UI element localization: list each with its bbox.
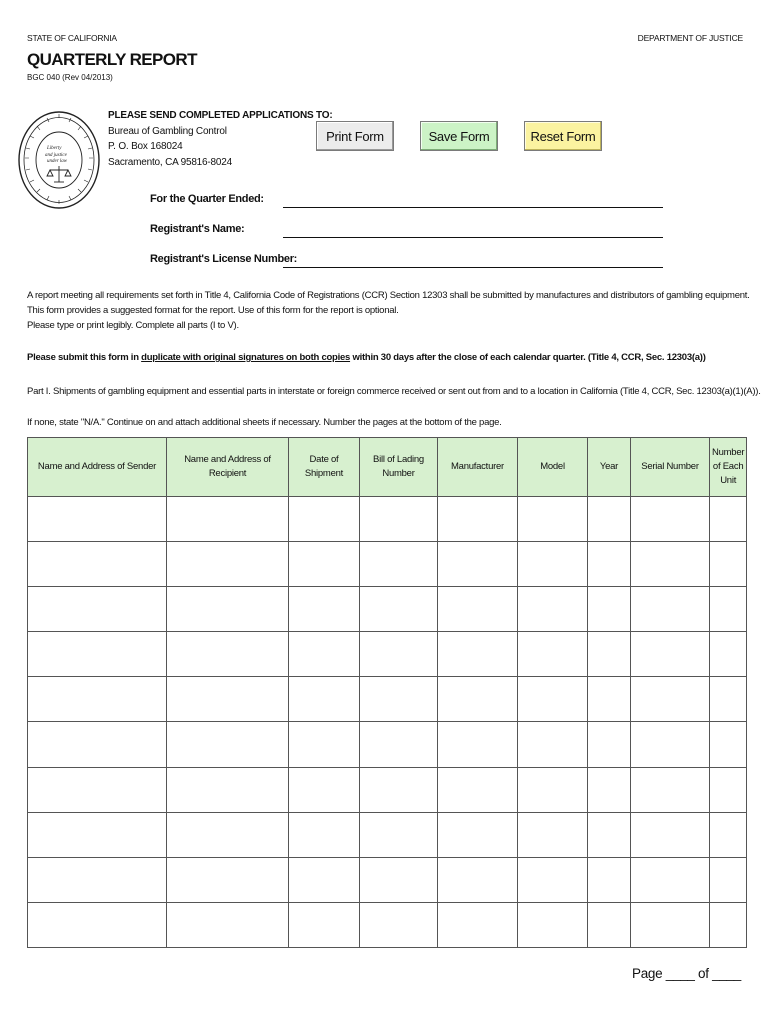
table-body [28, 497, 747, 948]
table-cell-input[interactable] [631, 767, 710, 812]
table-cell-input[interactable] [167, 542, 289, 587]
table-cell-input[interactable] [289, 587, 360, 632]
table-cell-input[interactable] [438, 632, 518, 677]
table-cell-input[interactable] [167, 767, 289, 812]
table-cell-input[interactable] [518, 812, 588, 857]
table-cell-input[interactable] [588, 902, 631, 947]
table-header-row [28, 438, 747, 497]
submission-notice [27, 350, 706, 366]
mailing-line: P. O. Box 168024 [108, 141, 183, 152]
table-cell-input[interactable] [710, 632, 747, 677]
seal-motto-2: and justice [45, 153, 67, 158]
submission-text: Please submit this form in [27, 352, 142, 363]
table-cell-input[interactable] [28, 767, 167, 812]
table-cell-input[interactable] [518, 677, 588, 722]
table-cell-input[interactable] [289, 497, 360, 542]
table-row [28, 677, 747, 722]
table-cell-input[interactable] [710, 722, 747, 767]
table-cell-input[interactable] [588, 542, 631, 587]
table-row [28, 812, 747, 857]
form-code: BGC 040 (Rev 04/2013) [27, 73, 113, 82]
table-cell-input[interactable] [289, 857, 360, 902]
table-cell-input[interactable] [360, 542, 438, 587]
page-title: QUARTERLY REPORT [27, 50, 197, 69]
table-cell-input[interactable] [28, 542, 167, 587]
shipments-table [27, 437, 747, 948]
table-cell-input[interactable] [167, 587, 289, 632]
table-row [28, 722, 747, 767]
mailing-line: Sacramento, CA 95816-8024 [108, 156, 232, 168]
table-cell-input[interactable] [360, 902, 438, 947]
column-header-manufacturer: Manufacturer [438, 438, 518, 497]
table-cell-input[interactable] [710, 587, 747, 632]
table-cell-input[interactable] [438, 812, 518, 857]
table-cell-input[interactable] [167, 632, 289, 677]
table-cell-input[interactable] [360, 857, 438, 902]
table-cell-input[interactable] [588, 497, 631, 542]
table-cell-input[interactable] [518, 497, 588, 542]
column-header-model: Model [518, 438, 588, 497]
table-cell-input[interactable] [289, 677, 360, 722]
table-row [28, 542, 747, 587]
table-cell-input[interactable] [289, 812, 360, 857]
submission-text: within 30 days after the close of each calendar quarter. (Title 4, CCR, Sec. 12303(a)) [350, 352, 706, 363]
table-cell-input[interactable] [167, 812, 289, 857]
if-none-note: If none, state "N/A." Continue on and attach additional sheets if necessary. Number the pages at the bottom of the page. [27, 417, 502, 428]
table-cell-input[interactable] [360, 677, 438, 722]
mailing-line: Bureau of Gambling Control [108, 125, 227, 137]
table-cell-input[interactable] [167, 857, 289, 902]
table-cell-input[interactable] [631, 902, 710, 947]
table-cell-input[interactable] [28, 902, 167, 947]
column-header-serial: Serial Number [631, 438, 710, 497]
table-cell-input[interactable] [710, 677, 747, 722]
table-cell-input[interactable] [518, 722, 588, 767]
table-row [28, 767, 747, 812]
table-cell-input[interactable] [631, 722, 710, 767]
table-cell-input[interactable] [28, 497, 167, 542]
state-seal-icon [16, 108, 102, 212]
table-row [28, 857, 747, 902]
table-cell-input[interactable] [710, 542, 747, 587]
table-cell-input[interactable] [360, 587, 438, 632]
table-cell-input[interactable] [438, 542, 518, 587]
registrant-name-field[interactable] [283, 224, 663, 238]
seal-motto-1: Liberty [47, 146, 62, 151]
table-cell-input[interactable] [518, 902, 588, 947]
instruction-line: A report meeting all requirements set forth in Title 4, California Code of Registrations (CCR) Section 12303 shall be submitted by manufactures and distributors of gambling equipment. [27, 290, 750, 301]
table-cell-input[interactable] [631, 542, 710, 587]
column-header-recipient: Name and Address of Recipient [167, 438, 289, 497]
license-number-label: Registrant's License Number: [150, 253, 298, 265]
table-cell-input[interactable] [588, 632, 631, 677]
table-cell-input[interactable] [438, 587, 518, 632]
table-cell-input[interactable] [588, 587, 631, 632]
table-cell-input[interactable] [28, 857, 167, 902]
table-cell-input[interactable] [28, 812, 167, 857]
table-cell-input[interactable] [360, 767, 438, 812]
instruction-line: Please type or print legibly. Complete all parts (I to V). [27, 320, 239, 331]
table-cell-input[interactable] [588, 812, 631, 857]
column-header-sender: Name and Address of Sender [28, 438, 167, 497]
table-cell-input[interactable] [518, 542, 588, 587]
submission-emphasis: duplicate with original signatures on both copies [141, 352, 351, 363]
table-cell-input[interactable] [438, 497, 518, 542]
table-cell-input[interactable] [438, 857, 518, 902]
column-header-date: Date of Shipment [289, 438, 360, 497]
table-cell-input[interactable] [438, 902, 518, 947]
table-cell-input[interactable] [289, 767, 360, 812]
seal-motto-3: under law [47, 159, 68, 164]
table-cell-input[interactable] [28, 677, 167, 722]
part-one-heading: Part I. Shipments of gambling equipment and essential parts in interstate or foreign commerce received or sent out from and to a location in California (Title 4, CCR, Sec. 12303(a)(1)(A)). [27, 386, 761, 397]
table-cell-input[interactable] [710, 497, 747, 542]
table-cell-input[interactable] [631, 857, 710, 902]
table-cell-input[interactable] [631, 677, 710, 722]
table-cell-input[interactable] [360, 812, 438, 857]
table-cell-input[interactable] [289, 722, 360, 767]
table-cell-input[interactable] [710, 767, 747, 812]
table-cell-input[interactable] [289, 632, 360, 677]
state-label: STATE OF CALIFORNIA [27, 33, 117, 43]
table-cell-input[interactable] [167, 722, 289, 767]
print-form-button[interactable]: Print Form [316, 121, 394, 151]
table-cell-input[interactable] [631, 632, 710, 677]
table-cell-input[interactable] [167, 677, 289, 722]
table-cell-input[interactable] [518, 767, 588, 812]
quarter-ended-label: For the Quarter Ended: [150, 193, 264, 205]
table-cell-input[interactable] [289, 902, 360, 947]
table-row [28, 902, 747, 947]
table-cell-input[interactable] [518, 587, 588, 632]
table-cell-input[interactable] [360, 497, 438, 542]
column-header-bill-of-lading: Bill of Lading Number [360, 438, 438, 497]
page-number: Page ____ of ____ [632, 966, 742, 981]
table-row [28, 632, 747, 677]
table-row [28, 587, 747, 632]
department-label: DEPARTMENT OF JUSTICE [637, 33, 743, 43]
mailing-heading: PLEASE SEND COMPLETED APPLICATIONS TO: [108, 110, 333, 121]
mailing-address [108, 108, 332, 170]
table-cell-input[interactable] [710, 857, 747, 902]
table-cell-input[interactable] [588, 857, 631, 902]
table-cell-input[interactable] [438, 767, 518, 812]
column-header-year: Year [588, 438, 631, 497]
table-cell-input[interactable] [710, 902, 747, 947]
save-form-button[interactable]: Save Form [420, 121, 498, 151]
table-cell-input[interactable] [28, 722, 167, 767]
table-cell-input[interactable] [588, 722, 631, 767]
table-cell-input[interactable] [289, 542, 360, 587]
license-number-field[interactable] [283, 254, 663, 268]
quarter-ended-field[interactable] [283, 194, 663, 208]
table-cell-input[interactable] [631, 587, 710, 632]
table-cell-input[interactable] [360, 722, 438, 767]
table-cell-input[interactable] [588, 767, 631, 812]
table-cell-input[interactable] [588, 677, 631, 722]
table-cell-input[interactable] [518, 632, 588, 677]
table-cell-input[interactable] [28, 632, 167, 677]
table-cell-input[interactable] [167, 497, 289, 542]
table-cell-input[interactable] [28, 587, 167, 632]
instruction-line: This form provides a suggested format for the report. Use of this form for the report is optional. [27, 305, 399, 316]
table-cell-input[interactable] [631, 812, 710, 857]
registrant-name-label: Registrant's Name: [150, 223, 245, 235]
table-cell-input[interactable] [360, 632, 438, 677]
table-cell-input[interactable] [438, 677, 518, 722]
column-header-unit-count: Number of Each Unit [710, 438, 747, 497]
table-cell-input[interactable] [438, 722, 518, 767]
table-cell-input[interactable] [631, 497, 710, 542]
reset-form-button[interactable]: Reset Form [524, 121, 602, 151]
table-cell-input[interactable] [167, 902, 289, 947]
table-cell-input[interactable] [518, 857, 588, 902]
table-row [28, 497, 747, 542]
table-cell-input[interactable] [710, 812, 747, 857]
